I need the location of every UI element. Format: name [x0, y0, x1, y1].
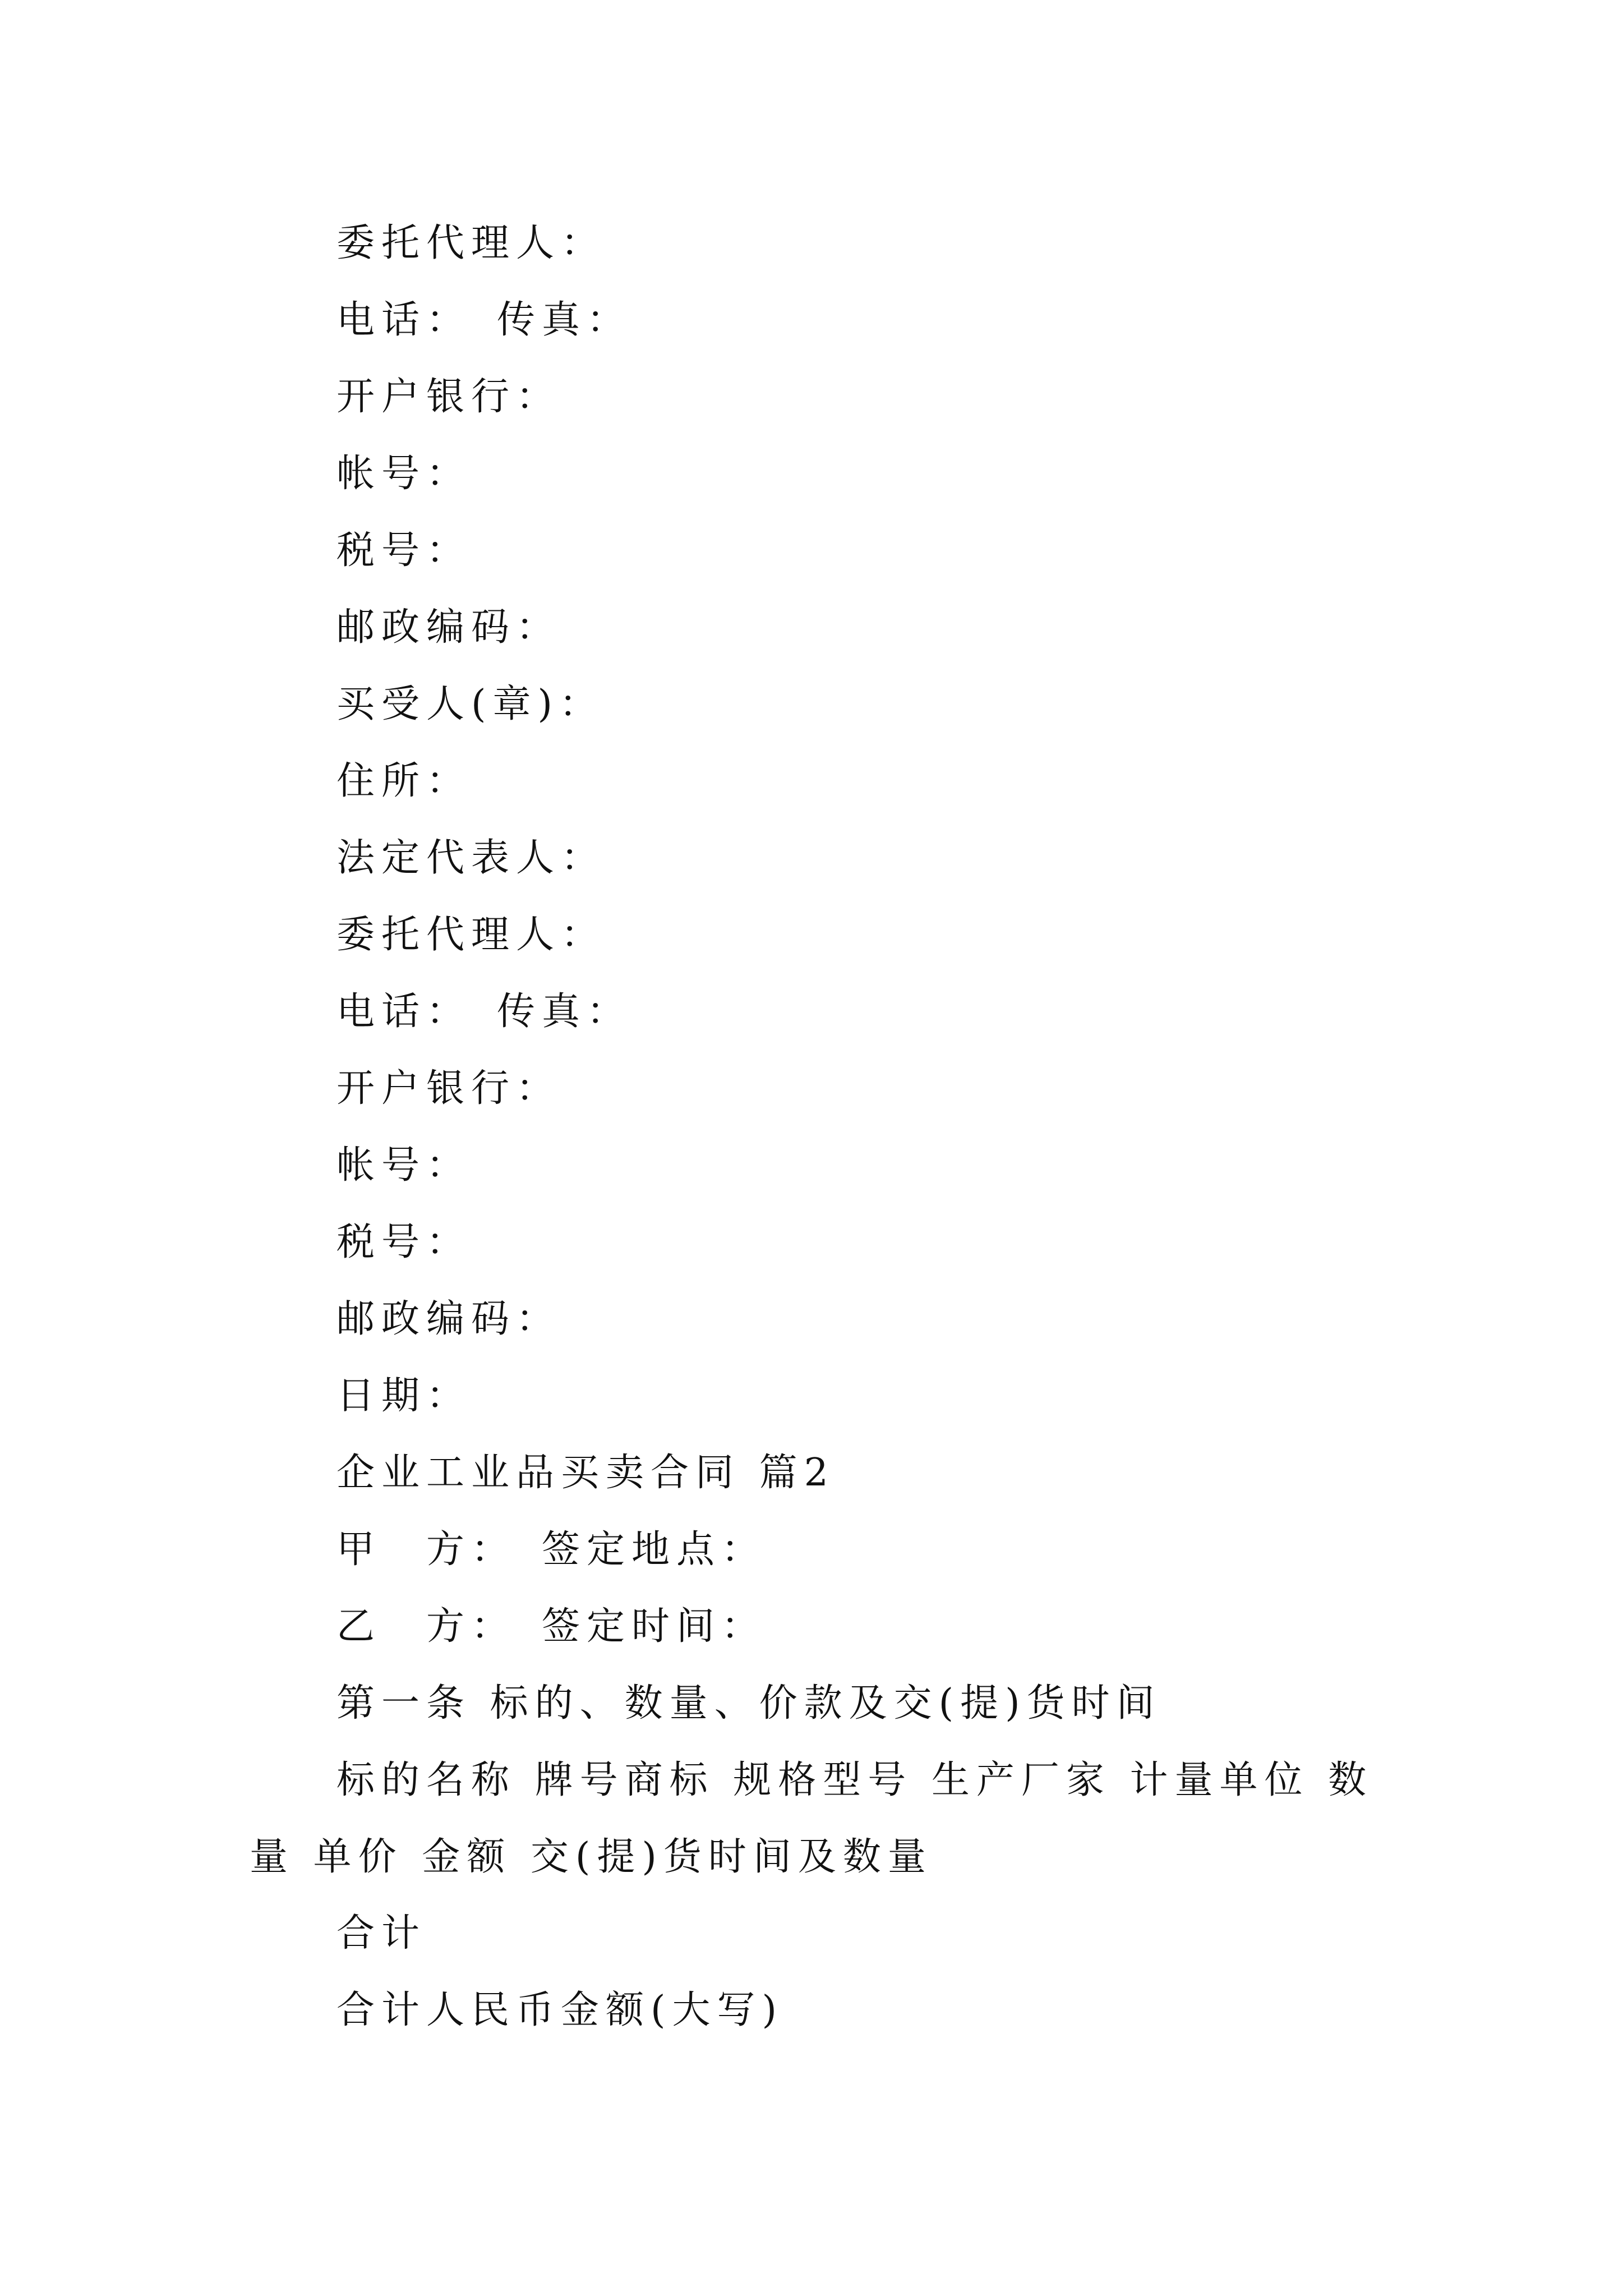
postcode-label: 邮政编码： [336, 1297, 561, 1341]
phone-fax-label: 电话： 传真： [336, 298, 632, 342]
postcode-label: 邮政编码： [336, 605, 561, 650]
party-a-line: 甲 方： 签定地点： [336, 1527, 767, 1572]
address-label: 住所： [336, 759, 472, 803]
tax-number-label: 税号： [336, 528, 472, 573]
account-label: 帐号： [336, 1143, 472, 1188]
bank-label: 开户银行： [336, 375, 561, 419]
buyer-label: 买受人(章)： [336, 682, 605, 726]
article-one-heading: 第一条 标的、数量、价款及交(提)货时间 [336, 1681, 1161, 1726]
agent-label: 委托代理人： [336, 221, 606, 265]
phone-fax-label: 电话： 传真： [336, 990, 632, 1034]
section-title: 企业工业品买卖合同 篇2 [336, 1451, 835, 1495]
date-label: 日期： [336, 1374, 472, 1418]
total-label: 合计 [336, 1911, 427, 1955]
account-label: 帐号： [336, 452, 472, 496]
legal-rep-label: 法定代表人： [336, 836, 606, 880]
bank-label: 开户银行： [336, 1066, 561, 1111]
party-b-line: 乙 方： 签定时间： [336, 1604, 767, 1649]
table-header-paragraph: 标的名称 牌号商标 规格型号 生产厂家 计量单位 数量 单价 金额 交(提)货时间及数量 [250, 1758, 1373, 1879]
agent-label: 委托代理人： [336, 913, 606, 957]
tax-number-label: 税号： [336, 1220, 472, 1264]
total-rmb-label: 合计人民币金额(大写) [336, 1988, 784, 2032]
